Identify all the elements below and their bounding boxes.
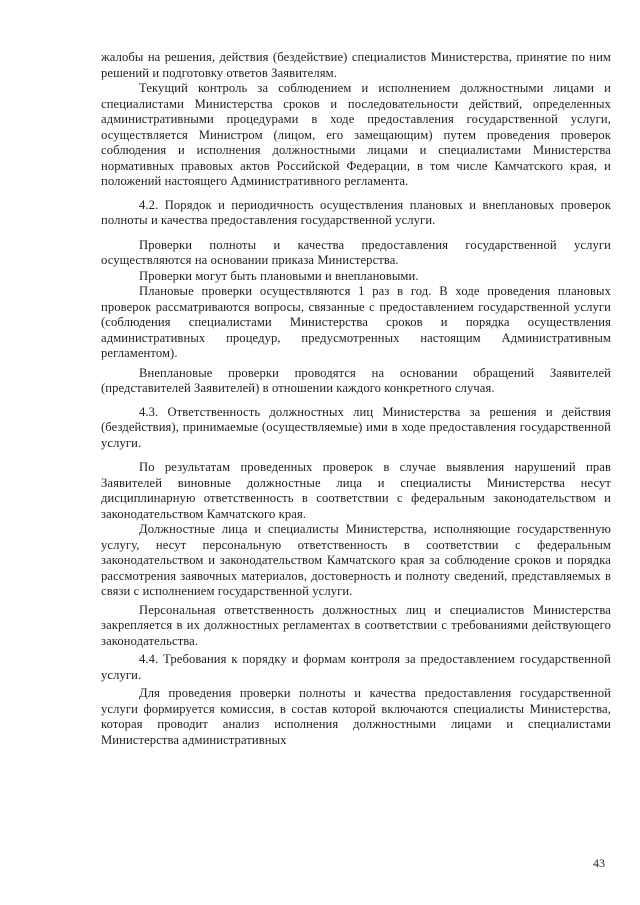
section-heading: 4.3. Ответственность должностных лиц Министерства за решения и действия (бездействия), принимаемые (осуществляемые) ими в ходе предоставления государственной услуги.: [101, 404, 611, 450]
section-heading: 4.2. Порядок и периодичность осуществления плановых и внеплановых проверок полноты и качества предоставления государственной услуги.: [101, 197, 611, 227]
paragraph: Текущий контроль за соблюдением и исполнением должностными лицами и специалистами Министерства сроков и последовательности действий, определенных административными процедурами в ходе предоставления государственной услуги, осуществляется Министром (лицом, его замещающим) путем проведения проверок соблюдения и исполнения должностными лицами и специалистами Министерства нормативных правовых актов Российской Федерации, в том числе Камчатского края, и положений настоящего Административного регламента.: [101, 81, 611, 188]
paragraph: Внеплановые проверки проводятся на основании обращений Заявителей (представителей Заявителей) в отношении каждого конкретного случая.: [101, 365, 611, 395]
section-heading: 4.4. Требования к порядку и формам контроля за предоставлением государственной услуги.: [101, 652, 611, 682]
paragraph: Для проведения проверки полноты и качества предоставления государственной услуги формируется комиссия, в состав которой включаются специалисты Министерства, которая проводит анализ исполнения должностными лицами и специалистами Министерства административных: [101, 686, 611, 747]
paragraph: Плановые проверки осуществляются 1 раз в год. В ходе проведения плановых проверок рассматриваются вопросы, связанные с предоставлением государственной услуги (соблюдения специалистами Министерства сроков и порядка осуществления административных процедур, предусмотренных настоящим Административным регламентом).: [101, 284, 611, 360]
paragraph: Персональная ответственность должностных лиц и специалистов Министерства закрепляется в их должностных регламентах в соответствии с требованиями действующего законодательства.: [101, 602, 611, 648]
paragraph: Проверки могут быть плановыми и внеплановыми.: [139, 268, 419, 283]
paragraph: По результатам проведенных проверок в случае выявления нарушений прав Заявителей виновные должностные лица и специалисты Министерства несут дисциплинарную ответственность в соответствии с федеральным законодательством и законодательством Камчатского края.: [101, 460, 611, 521]
paragraph: Должностные лица и специалисты Министерства, исполняющие государственную услугу, несут персональную ответственность в соответствии с федеральным законодательством и законодательством Камчатского края за соблюдение сроков и порядка рассмотрения заявочных материалов, достоверность и полноту сведений, представляемых в связи с исполнением государственной услуги.: [101, 522, 611, 598]
page-number: 43: [593, 856, 605, 870]
body-text: [101, 50, 611, 748]
paragraph: жалобы на решения, действия (бездействие) специалистов Министерства, принятие по ним решений и подготовку ответов Заявителям.: [101, 50, 611, 80]
paragraph: Проверки полноты и качества предоставления государственной услуги осуществляются на основании приказа Министерства.: [101, 237, 611, 267]
